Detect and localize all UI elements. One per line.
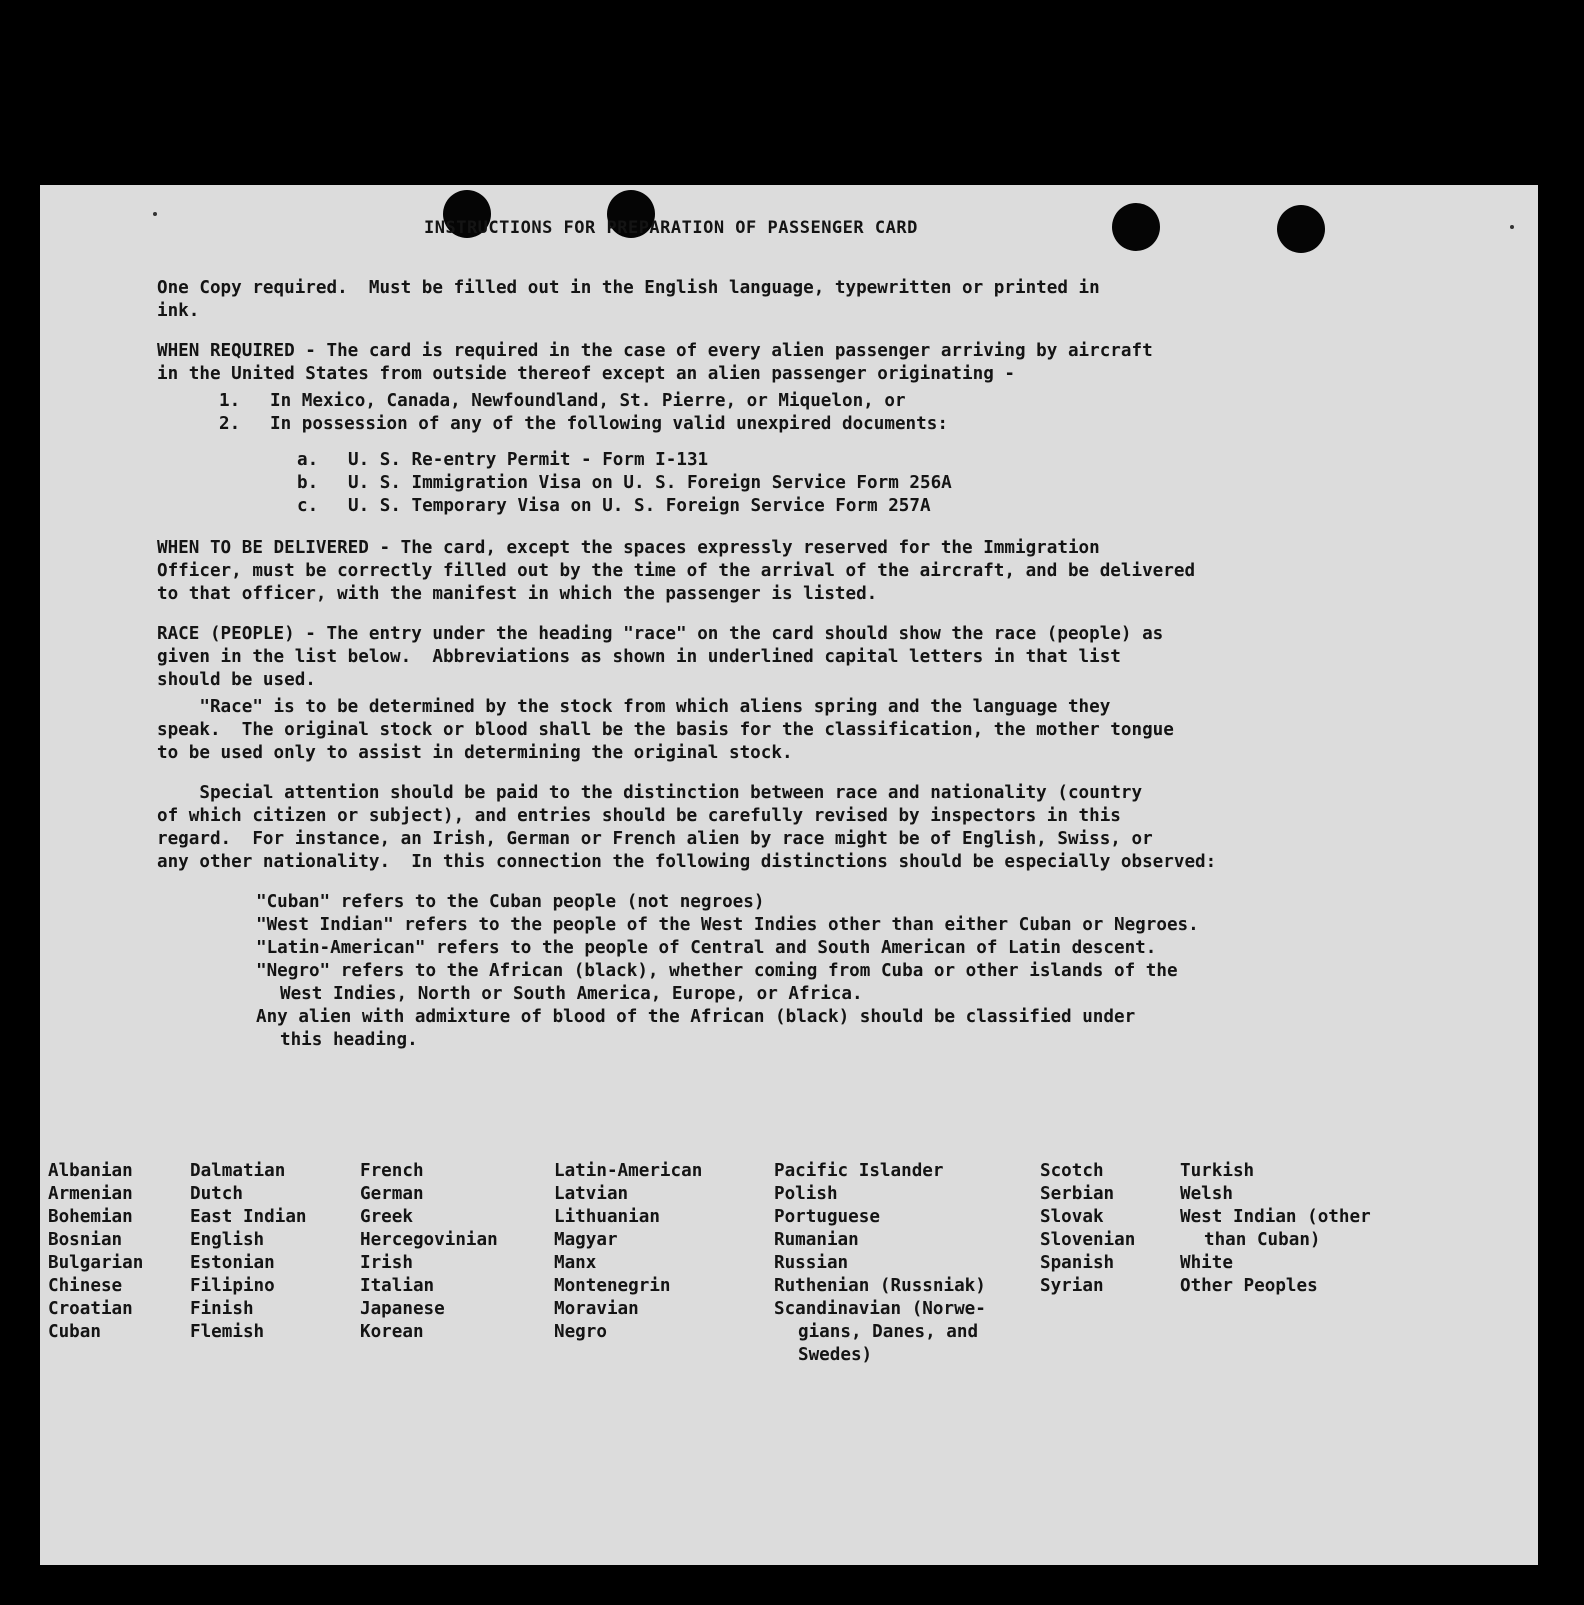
distinction-line: "West Indian" refers to the people of the West Indies other than either Cuban or Negroes. [256,915,1199,935]
distinction-line: "Negro" refers to the African (black), whether coming from Cuba or other islands of the [256,961,1178,981]
race-item: gians, Danes, and [798,1322,979,1342]
race-item: Armenian [48,1184,133,1204]
race-item: Dalmatian [190,1161,286,1181]
race-item: Slovenian [1040,1230,1136,1250]
race-column [48,1160,143,1344]
distinction-line: West Indies, North or South America, Europe, or Africa. [280,984,863,1004]
race-item: Scandinavian (Norwe- [774,1299,986,1319]
race-item: Welsh [1180,1184,1233,1204]
race-definition-paragraph: "Race" is to be determined by the stock from which aliens spring and the language they speak. The original stock or blood shall be the basis for the classification, the mother tongue to be used only to assist in determining the original stock. [157,697,1174,763]
race-item: Estonian [190,1253,275,1273]
instructions-body [157,277,1497,1052]
document-page [40,185,1538,1565]
race-item: Hercegovinian [360,1230,498,1250]
race-item: Portuguese [774,1207,880,1227]
when-required-paragraph: WHEN REQUIRED - The card is required in the case of every alien passenger arriving by aircraft in the United States from outside thereof except an alien passenger originating - [157,341,1153,384]
race-item: Croatian [48,1299,133,1319]
list-item: c. U. S. Temporary Visa on U. S. Foreign Service Form 257A [297,496,931,516]
origin-list [157,390,1497,436]
race-item: Russian [774,1253,849,1273]
race-item: Latin-American [554,1161,703,1181]
race-item: Swedes) [798,1345,873,1365]
race-item: Dutch [190,1184,243,1204]
race-item: Syrian [1040,1276,1104,1296]
race-item: Albanian [48,1161,133,1181]
special-attention-paragraph: Special attention should be paid to the distinction between race and nationality (country of which citizen or subject), and entries should be carefully revised by inspectors in this regard. For instance, an Irish, German or French alien by race might be of English, Swiss, or any other nationality. In this connection the following distinctions should be especially observed: [157,783,1217,872]
race-item: Filipino [190,1276,275,1296]
speck [153,212,157,216]
race-item: Turkish [1180,1161,1255,1181]
race-item: Polish [774,1184,838,1204]
race-item: English [190,1230,265,1250]
race-item: French [360,1161,424,1181]
race-item: than Cuban) [1204,1230,1321,1250]
list-item: b. U. S. Immigration Visa on U. S. Foreign Service Form 256A [297,473,952,493]
race-item: Chinese [48,1276,123,1296]
race-item: White [1180,1253,1233,1273]
race-item: Pacific Islander [774,1161,944,1181]
race-item: Finish [190,1299,254,1319]
punch-hole [1277,205,1325,253]
race-item: Bulgarian [48,1253,144,1273]
document-title: INSTRUCTIONS FOR PREPARATION OF PASSENGER CARD [424,218,918,238]
race-item: Spanish [1040,1253,1115,1273]
race-item: East Indian [190,1207,307,1227]
race-column [190,1160,307,1344]
race-item: Manx [554,1253,597,1273]
documents-list [157,449,1497,518]
race-item: Montenegrin [554,1276,671,1296]
race-column [774,1160,986,1367]
race-item: German [360,1184,424,1204]
race-item: Bohemian [48,1207,133,1227]
race-item: Slovak [1040,1207,1104,1227]
race-item: Lithuanian [554,1207,660,1227]
distinction-line: this heading. [280,1030,418,1050]
race-item: Ruthenian (Russniak) [774,1276,986,1296]
race-column [360,1160,498,1344]
race-column [554,1160,702,1344]
race-item: Negro [554,1322,607,1342]
race-item: Greek [360,1207,413,1227]
race-item: Italian [360,1276,435,1296]
distinction-line: Any alien with admixture of blood of the African (black) should be classified under [256,1007,1136,1027]
race-item: Moravian [554,1299,639,1319]
race-item: Korean [360,1322,424,1342]
race-item: Other Peoples [1180,1276,1318,1296]
race-column [1040,1160,1135,1298]
speck [1510,225,1514,229]
distinction-line: "Latin-American" refers to the people of Central and South American of Latin descent. [256,938,1157,958]
race-item: Cuban [48,1322,101,1342]
race-item: Flemish [190,1322,265,1342]
race-item: Rumanian [774,1230,859,1250]
list-item: 2. In possession of any of the following valid unexpired documents: [219,414,948,434]
race-item: Magyar [554,1230,618,1250]
when-delivered-paragraph: WHEN TO BE DELIVERED - The card, except the spaces expressly reserved for the Immigration Officer, must be correctly filled out by the time of the arrival of the aircraft, and be delivered to that officer, with the manifest in which the passenger is listed. [157,538,1196,604]
race-item: Scotch [1040,1161,1104,1181]
list-item: 1. In Mexico, Canada, Newfoundland, St. Pierre, or Miquelon, or [219,391,906,411]
race-item: West Indian (other [1180,1207,1371,1227]
race-column [1180,1160,1371,1298]
punch-hole [1112,203,1160,251]
race-item: Irish [360,1253,413,1273]
intro-paragraph: One Copy required. Must be filled out in the English language, typewritten or printed in ink. [157,278,1100,321]
race-item: Bosnian [48,1230,123,1250]
race-item: Japanese [360,1299,445,1319]
race-item: Latvian [554,1184,629,1204]
distinction-line: "Cuban" refers to the Cuban people (not negroes) [256,892,765,912]
race-item: Serbian [1040,1184,1115,1204]
distinctions-list [157,891,1497,1052]
race-people-paragraph: RACE (PEOPLE) - The entry under the heading "race" on the card should show the race (people) as given in the list below. Abbreviations as shown in underlined capital letters in that list should be used. [157,624,1164,690]
list-item: a. U. S. Re-entry Permit - Form I-131 [297,450,709,470]
